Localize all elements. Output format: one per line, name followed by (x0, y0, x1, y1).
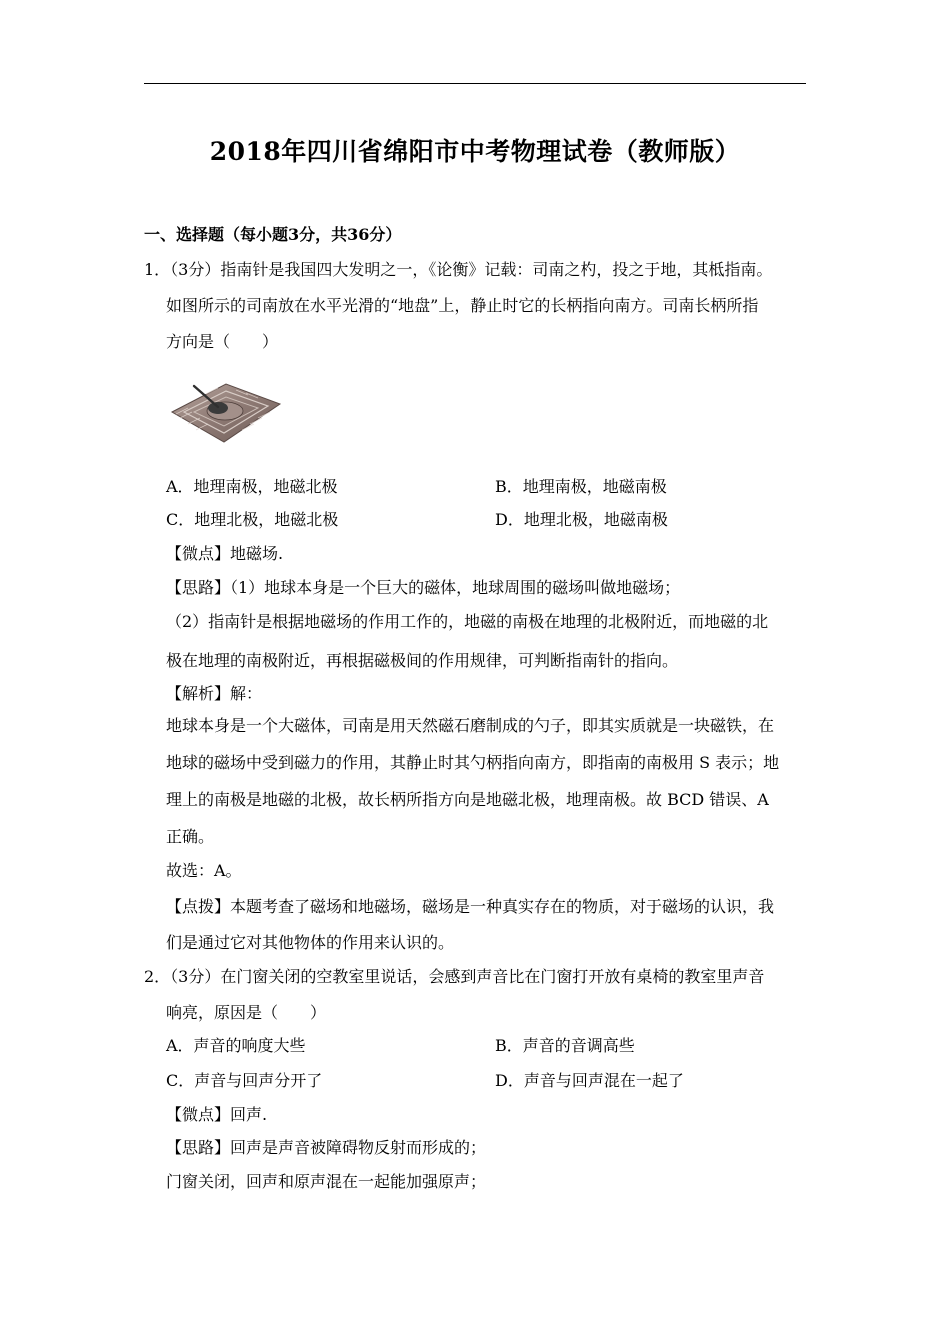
q1-stem-line1: 1．（3分）指南针是我国四大发明之一，《论衡》记载：司南之杓，投之于地，其柢指南。 (144, 260, 773, 279)
q2-stem-line1: 2．（3分）在门窗关闭的空教室里说话，会感到声音比在门窗打开放有桌椅的教室里声音 (144, 967, 765, 986)
q1-silu-2: （2）指南针是根据地磁场的作用工作的，地磁的南极在地理的北极附近，而地磁的北 (166, 612, 769, 631)
sinan-compass-image (166, 368, 284, 446)
section-heading: 一、选择题（每小题3分，共36分） (144, 225, 402, 244)
q1-dianbo-2: 们是通过它对其他物体的作用来认识的。 (166, 933, 455, 952)
q2-option-d: D．声音与回声混在一起了 (495, 1071, 684, 1090)
q1-weidian: 【微点】地磁场. (166, 544, 284, 563)
q1-jiexi-heading: 【解析】解： (166, 684, 263, 703)
q1-answer: 故选：A。 (166, 861, 242, 880)
q2-option-a: A．声音的响度大些 (166, 1036, 306, 1055)
q1-jiexi-4: 正确。 (166, 827, 215, 846)
q2-weidian: 【微点】回声. (166, 1105, 268, 1124)
q2-stem-line2: 响亮，原因是（ ） (166, 1003, 327, 1022)
q2-option-c: C．声音与回声分开了 (166, 1071, 323, 1090)
header-rule (144, 83, 806, 84)
q1-dianbo-1: 【点拨】本题考查了磁场和地磁场，磁场是一种真实存在的物质，对于磁场的认识，我 (166, 897, 775, 916)
q2-silu-2: 门窗关闭，回声和原声混在一起能加强原声； (166, 1172, 487, 1191)
q1-stem-line2: 如图所示的司南放在水平光滑的“地盘”上，静止时它的长柄指向南方。司南长柄所指 (166, 296, 759, 315)
q2-silu-1: 【思路】回声是声音被障碍物反射而形成的； (166, 1138, 487, 1157)
q2-option-b: B．声音的音调高些 (495, 1036, 635, 1055)
q1-stem-line3: 方向是（ ） (166, 332, 279, 351)
q1-jiexi-3: 理上的南极是地磁的北极，故长柄所指方向是地磁北极，地理南极。故 BCD 错误、A (166, 790, 769, 809)
page-title: 2018年四川省绵阳市中考物理试卷（教师版） (209, 137, 741, 166)
q1-silu-1: 【思路】（1）地球本身是一个巨大的磁体，地球周围的磁场叫做地磁场； (166, 578, 681, 597)
q1-option-d: D．地理北极，地磁南极 (495, 510, 668, 529)
q1-option-c: C．地理北极，地磁北极 (166, 510, 339, 529)
q1-silu-3: 极在地理的南极附近，再根据磁极间的作用规律，可判断指南针的指向。 (166, 651, 679, 670)
q1-option-a: A．地理南极，地磁北极 (166, 477, 338, 496)
q1-option-b: B．地理南极，地磁南极 (495, 477, 667, 496)
q1-jiexi-2: 地球的磁场中受到磁力的作用，其静止时其勺柄指向南方，即指南的南极用 S 表示；地 (166, 753, 780, 772)
q1-jiexi-1: 地球本身是一个大磁体，司南是用天然磁石磨制成的勺子，即其实质就是一块磁铁，在 (166, 716, 775, 735)
